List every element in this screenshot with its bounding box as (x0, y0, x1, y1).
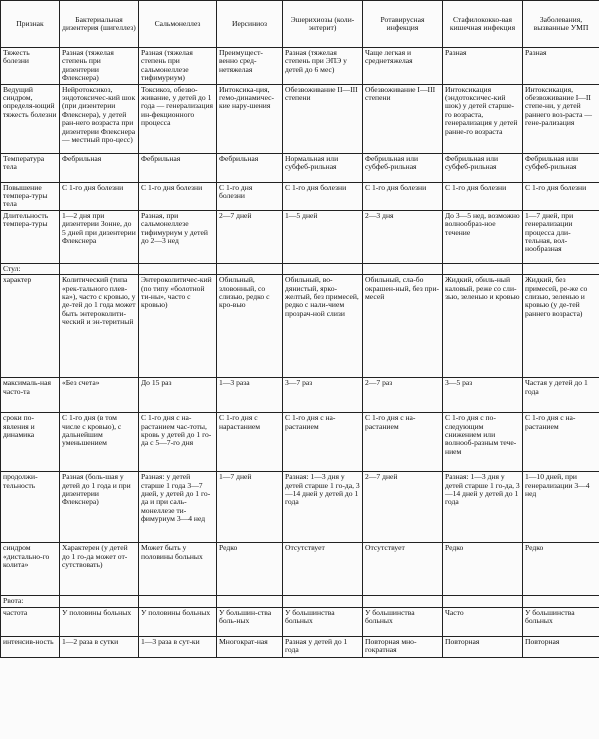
table-cell: Может быть у половины больных (139, 543, 217, 596)
row-label: Повышение темпера-туры тела (1, 182, 60, 210)
table-cell: 3—5 раз (443, 378, 523, 413)
row-label: продолжи-тельность (1, 472, 60, 543)
table-cell: Разная (443, 48, 523, 85)
section-row-vomit (1, 596, 599, 607)
table-cell: Редко (217, 543, 283, 596)
table-cell: Фебрильная или субфеб-рильная (523, 153, 599, 182)
table-cell: До 3—5 нед, возможно волнообраз-ное течение (443, 210, 523, 263)
table-cell: 1—7 дней (217, 472, 283, 543)
row-label: интенсив-ность (1, 636, 60, 657)
table-cell: Фебрильная или субфеб-рильная (443, 153, 523, 182)
table-cell: Фебрильная или субфеб-рильная (363, 153, 443, 182)
row-label: максималь-ная часто-та (1, 378, 60, 413)
table-cell: Фебрильная (139, 153, 217, 182)
table-cell: Разная (тяжелая степень при дизентерии Флекснера) (60, 48, 139, 85)
table-row (1, 48, 599, 85)
table-row (1, 543, 599, 596)
table-cell: 2—7 дней (363, 472, 443, 543)
row-label: сроки по-явления и динамика (1, 413, 60, 472)
header-cell: Иерсиниоз (217, 1, 283, 48)
table-cell: 1—10 дней, при генерализации 3—4 нед (523, 472, 599, 543)
table-row (1, 153, 599, 182)
table-row (1, 607, 599, 636)
table-cell: 2—7 дней (217, 210, 283, 263)
table-cell: Интоксикация (эндотоксичес-кий шок) у детей старше-го возраста, генерализация у детей ранне-го возраста (443, 84, 523, 153)
table-row (1, 210, 599, 263)
table-cell: 2—3 дня (363, 210, 443, 263)
table-cell: Разная (тяжелая степень при сальмонеллезе тифимуриум) (139, 48, 217, 85)
header-cell: Стафилококко-вая кишечная инфекция (443, 1, 523, 48)
table-cell: Отсутствует (363, 543, 443, 596)
table-cell: Преимущест-венно сред-нетяжелая (217, 48, 283, 85)
row-label: Температура тела (1, 153, 60, 182)
table-cell: Разная (523, 48, 599, 85)
table-cell: Многократ-ная (217, 636, 283, 657)
table-cell: Частая у детей до 1 года (523, 378, 599, 413)
table-cell: У большинства больных (283, 607, 363, 636)
section-label-stool: Стул: (1, 263, 60, 274)
row-label: Тяжесть болезни (1, 48, 60, 85)
table-row (1, 472, 599, 543)
table-cell: Обильный, зловонный, со слизью, редко с кро-вью (217, 275, 283, 378)
table-cell: С 1-го дня с на-растанием (283, 413, 363, 472)
table-cell: 1—5 дней (283, 210, 363, 263)
table-cell: «Без счета» (60, 378, 139, 413)
table-cell: Повторная (443, 636, 523, 657)
row-label: синдром «дистально-го колита» (1, 543, 60, 596)
row-label: характер (1, 275, 60, 378)
table-cell: Жидкий, без примесей, ре-же со слизью, зеленью и кровью (у де-тей раннего возраста) (523, 275, 599, 378)
table-cell: Токсикоз, обезво-живание, у детей до 1 года — генерализация ин-фекционного процесса (139, 84, 217, 153)
table-row (1, 636, 599, 657)
table-row (1, 378, 599, 413)
table-cell: 1—2 дня при дизентерии Зонне, до 5 дней при дизентерии Флекснера (60, 210, 139, 263)
table-row (1, 275, 599, 378)
table-cell: У большинства больных (523, 607, 599, 636)
table-cell: Энтероколитичес-кий (по типу «болотной ти-ны», часто с кровью) (139, 275, 217, 378)
table-cell: 3—7 раз (283, 378, 363, 413)
table-cell: С 1-го дня болезни (283, 182, 363, 210)
header-cell: Эшерихиозы (коли-энтерит) (283, 1, 363, 48)
table-cell: С 1-го дня болезни (217, 182, 283, 210)
table-cell: Нейротоксикоз, эндотоксичес-кий шок (при дизентерии Флекснера), у детей ран-него возраста при дизентерии Флекснера — местный про-цесс) (60, 84, 139, 153)
table-cell: Редко (523, 543, 599, 596)
table-cell: Разная у детей до 1 года (283, 636, 363, 657)
table-cell: С 1-го дня болезни (443, 182, 523, 210)
table-cell: Обильный, сла-бо окрашен-ный, без при-месей (363, 275, 443, 378)
table-cell: Колитический (типа «рек-тального плев-ка»), часто с кровью, у де-тей до 1 года может быть энтероколити-ческий и эн-теритный (60, 275, 139, 378)
table-cell: С 1-го дня болезни (139, 182, 217, 210)
table-cell: Интоксикация, обезвоживание I—II степе-ни, у детей раннего воз-раста — гене-рализация (523, 84, 599, 153)
table-cell: Редко (443, 543, 523, 596)
table-cell: 2—7 раз (363, 378, 443, 413)
table-cell: Характерен (у детей до 1 го-да может от-сутствовать) (60, 543, 139, 596)
table-cell: Фебрильная (217, 153, 283, 182)
header-cell: Признак (1, 1, 60, 48)
table-cell: У большин-ства боль-ных (217, 607, 283, 636)
table-cell: Интоксика-ция, гемо-динамичес-кие нару-шения (217, 84, 283, 153)
table-cell: Разная (тяжелая степень при ЭПЭ у детей до 6 мес) (283, 48, 363, 85)
table-cell: 1—3 раза в сут-ки (139, 636, 217, 657)
table-cell: 1—3 раза (217, 378, 283, 413)
table-cell: Жидкий, обиль-ный каловый, реже со сли-зью, зеленью и кровью (443, 275, 523, 378)
table-cell: Повторная мно-гократная (363, 636, 443, 657)
header-row (1, 1, 599, 48)
table-cell: Обильный, во-дянистый, ярко-желтый, без примесей, редко с нали-чием прозрач-ной слизи (283, 275, 363, 378)
table-cell: Разная: у детей старше 1 года 3—7 дней, у детей до 1 го-да и при саль-монеллезе ти-фимуриум 3—4 нед (139, 472, 217, 543)
header-cell: Ротавирусная инфекция (363, 1, 443, 48)
table-cell: До 15 раз (139, 378, 217, 413)
table-cell: Нормальная или субфеб-рильная (283, 153, 363, 182)
table-row (1, 84, 599, 153)
table-row (1, 413, 599, 472)
table-cell: 1—7 дней, при генерализации процесса дли-тельная, вол-нообразная (523, 210, 599, 263)
table-cell: Разная: 1—3 дня у детей старше 1 го-да, 3—14 дней у детей до 1 года (283, 472, 363, 543)
table-cell: Разная (боль-шая у детей до 1 года и при дизентерии Флекснера) (60, 472, 139, 543)
table-cell: Часто (443, 607, 523, 636)
header-cell: Сальмонеллез (139, 1, 217, 48)
table-cell: Обезвоживание II—III степени (283, 84, 363, 153)
table-cell: У половины больных (60, 607, 139, 636)
row-label: Длительность темпера-туры (1, 210, 60, 263)
table-cell: У большинства больных (363, 607, 443, 636)
table-cell: С 1-го дня с нарастанием (217, 413, 283, 472)
section-row-stool (1, 263, 599, 274)
table-cell: С 1-го дня с на-растанием (523, 413, 599, 472)
table-cell: Обезвоживание I—III степени (363, 84, 443, 153)
table-cell: Разная: 1—3 дня у детей старше 1 го-да, 3—14 дней у детей до 1 года (443, 472, 523, 543)
row-label: Ведущий синдром, определя-ющий тяжесть болезни (1, 84, 60, 153)
table-cell: С 1-го дня болезни (363, 182, 443, 210)
row-label: частота (1, 607, 60, 636)
table-cell: У половины больных (139, 607, 217, 636)
header-cell: Заболевания, вызванные УМП (523, 1, 599, 48)
table-cell: Повторная (523, 636, 599, 657)
table-cell: Отсутствует (283, 543, 363, 596)
table-cell: Разная, при сальмонеллезе тифимуриум у детей до 2—3 нед (139, 210, 217, 263)
table-cell: С 1-го дня с на-растанием час-тоты, кровь у детей до 1 го-да с 5—7-го дня (139, 413, 217, 472)
section-label-vomit: Рвота: (1, 596, 60, 607)
table-cell: С 1-го дня с по-следующим снижением или волнооб-разным тече-нием (443, 413, 523, 472)
table-cell: С 1-го дня болезни (523, 182, 599, 210)
table-cell: Чаще легкая и среднетяжелая (363, 48, 443, 85)
header-cell: Бактериальная дизентерия (шигеллез) (60, 1, 139, 48)
table-row (1, 182, 599, 210)
table-cell: С 1-го дня (в том числе с кровью), с дальнейшим уменьшением (60, 413, 139, 472)
table-cell: 1—2 раза в сутки (60, 636, 139, 657)
table-cell: С 1-го дня с на-растанием (363, 413, 443, 472)
table-cell: С 1-го дня болезни (60, 182, 139, 210)
table-cell: Фебрильная (60, 153, 139, 182)
